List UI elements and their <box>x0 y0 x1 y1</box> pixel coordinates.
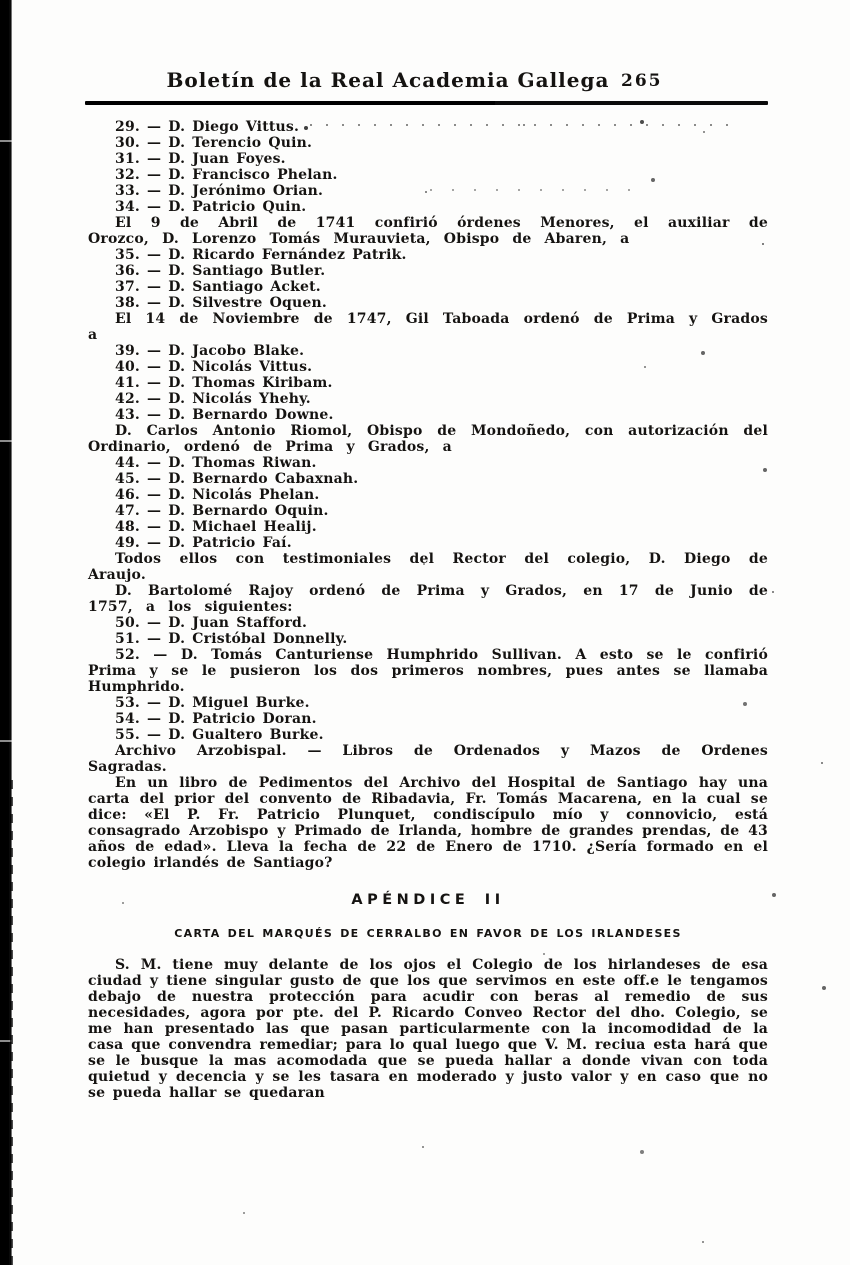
ordination-list-item: 41. — D. Thomas Kiribam. <box>115 375 333 391</box>
binding-edge <box>0 0 12 1265</box>
page-header <box>88 68 768 96</box>
paragraph: Todos ellos con testimoniales del Rector del colegio, D. Diego de Araujo. <box>88 551 768 583</box>
ordination-list-item: 54. — D. Patricio Doran. <box>115 711 317 727</box>
paragraph: S. M. tiene muy delante de los ojos el Colegio de los hirlandeses de esa ciudad y tiene singular gusto de que los que servimos en este off.e le tengamos debajo de nuestra protección para acudir con beras al remedio de sus necesidades, agora por pte. del P. Ricardo Conveo Rector del dho. Colegio, se me han presentado las que pasan particularmente con la incomodidad de la casa que convendra remediar; para lo qual luego que V. M. reciua esta hará que se le busque la mas acomodada que se pueda hallar a donde vivan con toda quietud y decencia y se les tasara en moderado y justo valor y en caso que no se pueda hallar se quedaran <box>88 957 768 1101</box>
ordination-list-item: 30. — D. Terencio Quin. <box>115 135 313 151</box>
ordination-list-item: 31. — D. Juan Foyes. <box>115 151 286 167</box>
paragraph: Archivo Arzobispal. — Libros de Ordenados y Mazos de Ordenes Sagradas. <box>88 743 768 775</box>
scan-noise-dots <box>310 124 740 126</box>
ordination-list-item: 45. — D. Bernardo Cabaxnah. <box>115 471 359 487</box>
ordination-list-item: 50. — D. Juan Stafford. <box>115 615 308 631</box>
paragraph: El 14 de Noviembre de 1747, Gil Taboada ordenó de Prima y Grados a <box>88 311 768 343</box>
ordination-list-item: 51. — D. Cristóbal Donnelly. <box>115 631 348 647</box>
header-rule <box>85 101 768 105</box>
scan-noise-dots <box>430 189 630 191</box>
ordination-list-item: 46. — D. Nicolás Phelan. <box>115 487 320 503</box>
ordination-list-item: 29. — D. Diego Vittus. <box>115 119 300 135</box>
ordination-list-item: 44. — D. Thomas Riwan. <box>115 455 317 471</box>
appendix-subheading: CARTA DEL MARQUÉS DE CERRALBO EN FAVOR DE LOS IRLANDESES <box>174 927 682 940</box>
ordination-list-item: 37. — D. Santiago Acket. <box>115 279 321 295</box>
paragraph: En un libro de Pedimentos del Archivo del Hospital de Santiago hay una carta del prior del convento de Ribadavia, Fr. Tomás Macarena, en la cual se dice: «El P. Fr. Patricio Plunquet, condiscípulo mío y connovicio, está consagrado Arzobispo y Primado de Irlanda, hombre de grandes prendas, de 43 años de edad». Lleva la fecha de 22 de Enero de 1710. ¿Sería formado en el colegio irlandés de Santiago? <box>88 775 768 871</box>
ordination-list-item: 32. — D. Francisco Phelan. <box>115 167 338 183</box>
ordination-list-item: 39. — D. Jacobo Blake. <box>115 343 305 359</box>
ordination-list-item: 48. — D. Michael Healij. <box>115 519 317 535</box>
ordination-list-item: 42. — D. Nicolás Yhehy. <box>115 391 311 407</box>
paragraph: D. Bartolomé Rajoy ordenó de Prima y Grados, en 17 de Junio de 1757, a los siguientes: <box>88 583 768 615</box>
ordination-list-item: 40. — D. Nicolás Vittus. <box>115 359 313 375</box>
ordination-list-item: 43. — D. Bernardo Downe. <box>115 407 334 423</box>
ordination-list-item: 36. — D. Santiago Butler. <box>115 263 326 279</box>
ordination-list-item: 53. — D. Miguel Burke. <box>115 695 310 711</box>
text-body <box>88 119 768 1101</box>
ordination-list-item: 47. — D. Bernardo Oquin. <box>115 503 329 519</box>
journal-title: Boletín de la Real Academia Gallega <box>166 68 610 92</box>
paragraph: D. Carlos Antonio Riomol, Obispo de Mondoñedo, con autorización del Ordinario, ordenó de Prima y Grados, a <box>88 423 768 455</box>
paragraph: 52. — D. Tomás Canturiense Humphrido Sullivan. A esto se le confirió Prima y se le pusieron los dos primeros nombres, pues antes se llamaba Humphrido. <box>88 647 768 695</box>
page-number: 265 <box>621 71 663 91</box>
ordination-list-item: 35. — D. Ricardo Fernández Patrik. <box>115 247 407 263</box>
ordination-list-item: 49. — D. Patricio Faí. <box>115 535 292 551</box>
appendix-heading: APÉNDICE II <box>351 892 505 908</box>
ordination-list-item: 34. — D. Patricio Quin. <box>115 199 307 215</box>
ordination-list-item: 55. — D. Gualtero Burke. <box>115 727 324 743</box>
ordination-list-item: 38. — D. Silvestre Oquen. <box>115 295 327 311</box>
page-content <box>88 68 768 1101</box>
ordination-list-item: 33. — D. Jerónimo Orian. <box>115 183 324 199</box>
scan-noise <box>0 0 2 2</box>
paragraph: El 9 de Abril de 1741 confirió órdenes Menores, el auxiliar de Orozco, D. Lorenzo Tomás Murauvieta, Obispo de Abaren, a <box>88 215 768 247</box>
